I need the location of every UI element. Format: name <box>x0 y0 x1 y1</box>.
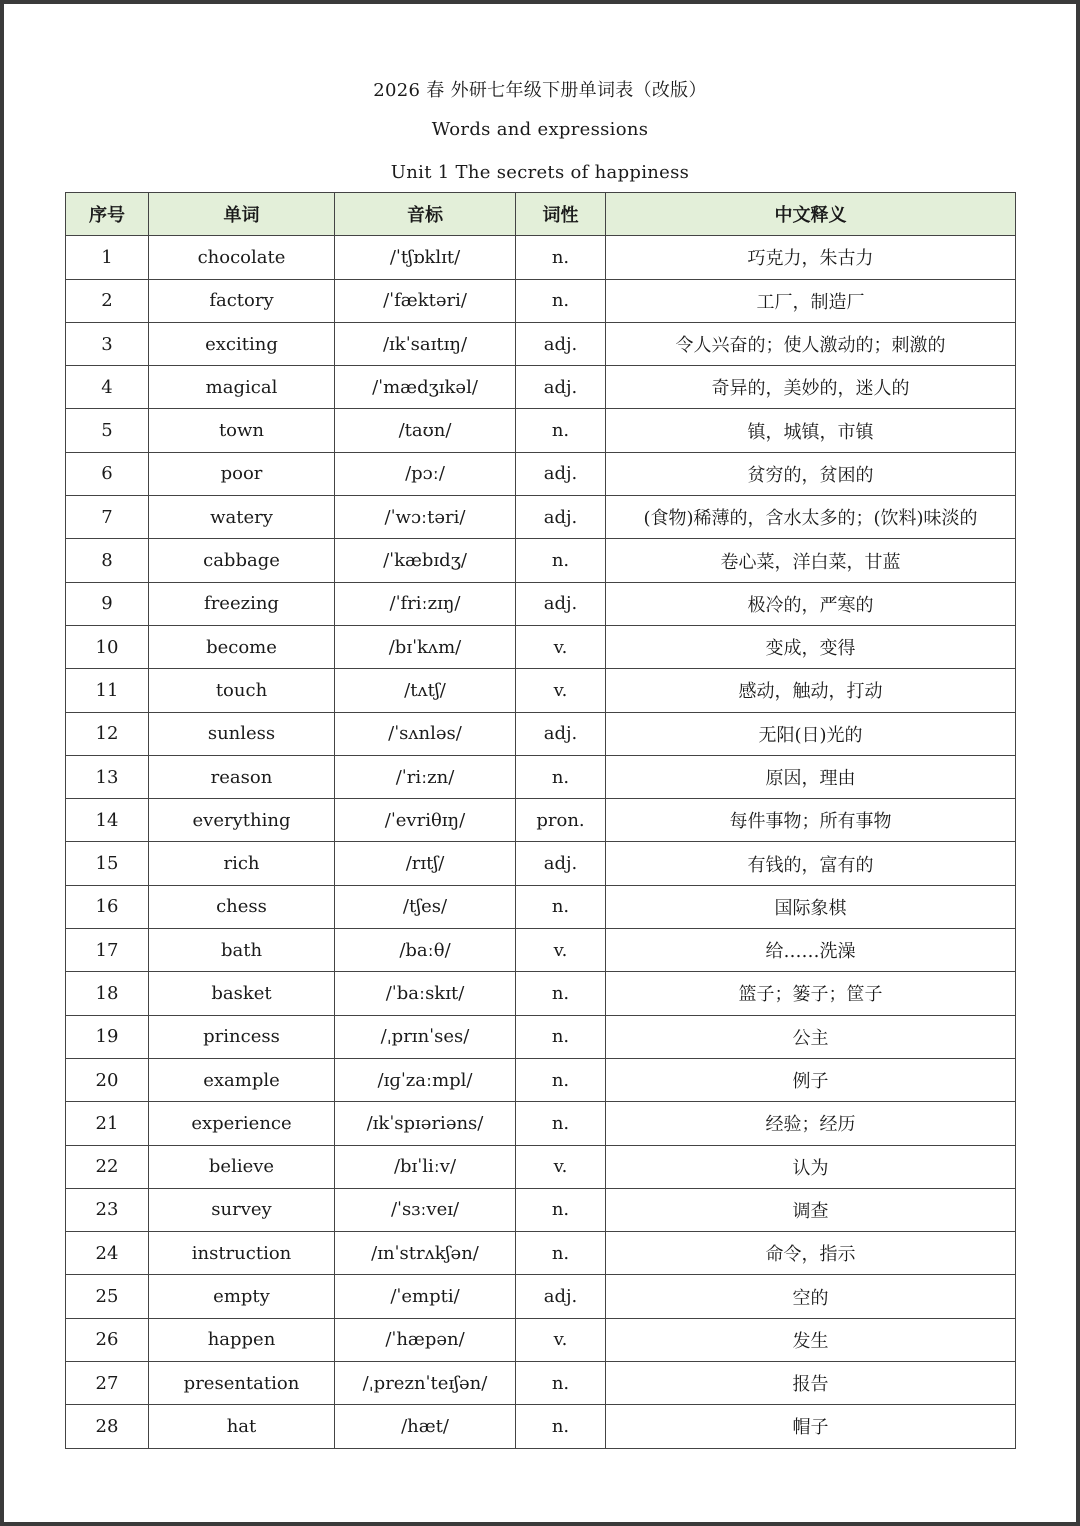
table-row <box>66 582 1016 625</box>
table-row <box>66 1058 1016 1101</box>
row-word: instruction <box>149 1232 335 1275</box>
row-chinese-meaning: 例子 <box>606 1058 1016 1101</box>
row-phonetic: /ɪkˈspɪəriəns/ <box>335 1102 516 1145</box>
row-word: rich <box>149 842 335 885</box>
row-phonetic: /ˈhæpən/ <box>335 1318 516 1361</box>
row-chinese-meaning: 经验；经历 <box>606 1102 1016 1145</box>
row-chinese-meaning: 调查 <box>606 1188 1016 1231</box>
row-chinese-meaning: 认为 <box>606 1145 1016 1188</box>
row-phonetic: /baːθ/ <box>335 929 516 972</box>
row-number: 9 <box>66 582 149 625</box>
row-word: experience <box>149 1102 335 1145</box>
row-number: 25 <box>66 1275 149 1318</box>
row-part-of-speech: adj. <box>516 712 606 755</box>
row-phonetic: /ˈkæbɪdʒ/ <box>335 539 516 582</box>
row-phonetic: /ˈmædʒɪkəl/ <box>335 366 516 409</box>
row-part-of-speech: n. <box>516 972 606 1015</box>
row-number: 3 <box>66 322 149 365</box>
table-row <box>66 1232 1016 1275</box>
row-word: watery <box>149 496 335 539</box>
row-part-of-speech: adj. <box>516 1275 606 1318</box>
document-page <box>4 4 1076 1522</box>
row-phonetic: /ˈbaːskɪt/ <box>335 972 516 1015</box>
table-row <box>66 625 1016 668</box>
row-chinese-meaning: 发生 <box>606 1318 1016 1361</box>
row-chinese-meaning: 公主 <box>606 1015 1016 1058</box>
row-chinese-meaning: 每件事物；所有事物 <box>606 799 1016 842</box>
row-number: 23 <box>66 1188 149 1231</box>
row-word: become <box>149 625 335 668</box>
document-title: 2026 春 外研七年级下册单词表（改版） <box>373 80 707 101</box>
column-header-word: 单词 <box>149 193 335 236</box>
row-word: princess <box>149 1015 335 1058</box>
row-part-of-speech: v. <box>516 625 606 668</box>
row-chinese-meaning: 感动，触动，打动 <box>606 669 1016 712</box>
row-part-of-speech: adj. <box>516 366 606 409</box>
row-number: 10 <box>66 625 149 668</box>
row-part-of-speech: n. <box>516 279 606 322</box>
row-chinese-meaning: 变成，变得 <box>606 625 1016 668</box>
row-part-of-speech: adj. <box>516 582 606 625</box>
row-number: 20 <box>66 1058 149 1101</box>
row-number: 7 <box>66 496 149 539</box>
row-phonetic: /ˌprɪnˈses/ <box>335 1015 516 1058</box>
row-number: 15 <box>66 842 149 885</box>
row-phonetic: /ɪnˈstrʌkʃən/ <box>335 1232 516 1275</box>
row-part-of-speech: v. <box>516 929 606 972</box>
table-row <box>66 712 1016 755</box>
row-part-of-speech: n. <box>516 755 606 798</box>
row-chinese-meaning: 给……洗澡 <box>606 929 1016 972</box>
row-phonetic: /hæt/ <box>335 1405 516 1448</box>
row-chinese-meaning: (食物)稀薄的，含水太多的；(饮料)味淡的 <box>606 496 1016 539</box>
table-row <box>66 1145 1016 1188</box>
table-row <box>66 236 1016 279</box>
row-phonetic: /ˈtʃɒklɪt/ <box>335 236 516 279</box>
row-chinese-meaning: 有钱的，富有的 <box>606 842 1016 885</box>
row-number: 6 <box>66 452 149 495</box>
column-header-chinese-meaning: 中文释义 <box>606 193 1016 236</box>
table-row <box>66 669 1016 712</box>
row-word: poor <box>149 452 335 495</box>
row-number: 14 <box>66 799 149 842</box>
row-phonetic: /ˈfriːzɪŋ/ <box>335 582 516 625</box>
row-phonetic: /tʃes/ <box>335 885 516 928</box>
row-phonetic: /ˈfæktəri/ <box>335 279 516 322</box>
table-row <box>66 1318 1016 1361</box>
table-row <box>66 496 1016 539</box>
row-part-of-speech: v. <box>516 669 606 712</box>
row-word: example <box>149 1058 335 1101</box>
table-row <box>66 799 1016 842</box>
row-number: 16 <box>66 885 149 928</box>
table-row <box>66 1102 1016 1145</box>
row-part-of-speech: n. <box>516 1058 606 1101</box>
row-chinese-meaning: 篮子；篓子；筐子 <box>606 972 1016 1015</box>
row-number: 4 <box>66 366 149 409</box>
row-chinese-meaning: 空的 <box>606 1275 1016 1318</box>
row-number: 28 <box>66 1405 149 1448</box>
row-chinese-meaning: 令人兴奋的；使人激动的；刺激的 <box>606 322 1016 365</box>
column-header-phonetic: 音标 <box>335 193 516 236</box>
row-phonetic: /bɪˈkʌm/ <box>335 625 516 668</box>
row-word: bath <box>149 929 335 972</box>
row-chinese-meaning: 贫穷的，贫困的 <box>606 452 1016 495</box>
row-phonetic: /ˈsʌnləs/ <box>335 712 516 755</box>
row-phonetic: /taʊn/ <box>335 409 516 452</box>
row-part-of-speech: n. <box>516 1362 606 1405</box>
row-word: hat <box>149 1405 335 1448</box>
table-row <box>66 539 1016 582</box>
row-phonetic: /ˈevriθɪŋ/ <box>335 799 516 842</box>
row-chinese-meaning: 原因，理由 <box>606 755 1016 798</box>
row-chinese-meaning: 工厂，制造厂 <box>606 279 1016 322</box>
row-part-of-speech: n. <box>516 1188 606 1231</box>
row-number: 12 <box>66 712 149 755</box>
table-row <box>66 1405 1016 1448</box>
row-word: freezing <box>149 582 335 625</box>
row-word: presentation <box>149 1362 335 1405</box>
row-phonetic: /bɪˈliːv/ <box>335 1145 516 1188</box>
row-word: believe <box>149 1145 335 1188</box>
row-chinese-meaning: 国际象棋 <box>606 885 1016 928</box>
row-phonetic: /ɪkˈsaɪtɪŋ/ <box>335 322 516 365</box>
table-row <box>66 755 1016 798</box>
row-chinese-meaning: 卷心菜，洋白菜，甘蓝 <box>606 539 1016 582</box>
row-part-of-speech: v. <box>516 1318 606 1361</box>
row-chinese-meaning: 帽子 <box>606 1405 1016 1448</box>
row-word: magical <box>149 366 335 409</box>
row-word: survey <box>149 1188 335 1231</box>
row-number: 8 <box>66 539 149 582</box>
row-number: 22 <box>66 1145 149 1188</box>
table-row <box>66 885 1016 928</box>
row-phonetic: /ˈsɜːveɪ/ <box>335 1188 516 1231</box>
row-part-of-speech: n. <box>516 1405 606 1448</box>
row-number: 2 <box>66 279 149 322</box>
row-phonetic: /tʌtʃ/ <box>335 669 516 712</box>
column-header-part-of-speech: 词性 <box>516 193 606 236</box>
row-word: chess <box>149 885 335 928</box>
row-part-of-speech: adj. <box>516 452 606 495</box>
row-phonetic: /ˌpreznˈteɪʃən/ <box>335 1362 516 1405</box>
row-number: 17 <box>66 929 149 972</box>
table-row <box>66 1362 1016 1405</box>
row-phonetic: /pɔː/ <box>335 452 516 495</box>
row-number: 21 <box>66 1102 149 1145</box>
table-body <box>66 236 1016 1448</box>
row-word: town <box>149 409 335 452</box>
row-part-of-speech: n. <box>516 409 606 452</box>
row-part-of-speech: n. <box>516 885 606 928</box>
row-phonetic: /ˈempti/ <box>335 1275 516 1318</box>
table-row <box>66 929 1016 972</box>
table-header-row <box>66 193 1016 236</box>
row-number: 27 <box>66 1362 149 1405</box>
row-part-of-speech: pron. <box>516 799 606 842</box>
row-phonetic: /ˈriːzn/ <box>335 755 516 798</box>
row-part-of-speech: n. <box>516 1232 606 1275</box>
row-word: reason <box>149 755 335 798</box>
row-number: 24 <box>66 1232 149 1275</box>
row-number: 11 <box>66 669 149 712</box>
row-part-of-speech: adj. <box>516 842 606 885</box>
row-part-of-speech: n. <box>516 1015 606 1058</box>
row-part-of-speech: n. <box>516 1102 606 1145</box>
table-row <box>66 972 1016 1015</box>
row-number: 18 <box>66 972 149 1015</box>
row-phonetic: /rɪtʃ/ <box>335 842 516 885</box>
row-chinese-meaning: 命令，指示 <box>606 1232 1016 1275</box>
row-part-of-speech: v. <box>516 1145 606 1188</box>
row-part-of-speech: n. <box>516 236 606 279</box>
table-row <box>66 1188 1016 1231</box>
row-chinese-meaning: 镇，城镇，市镇 <box>606 409 1016 452</box>
row-part-of-speech: adj. <box>516 496 606 539</box>
row-word: basket <box>149 972 335 1015</box>
row-word: happen <box>149 1318 335 1361</box>
row-word: factory <box>149 279 335 322</box>
table-row <box>66 452 1016 495</box>
table-row <box>66 842 1016 885</box>
row-number: 5 <box>66 409 149 452</box>
row-chinese-meaning: 报告 <box>606 1362 1016 1405</box>
vocabulary-table <box>65 192 1016 1449</box>
row-phonetic: /ɪɡˈzaːmpl/ <box>335 1058 516 1101</box>
table-row <box>66 1275 1016 1318</box>
column-header-number: 序号 <box>66 193 149 236</box>
row-phonetic: /ˈwɔːtəri/ <box>335 496 516 539</box>
row-number: 13 <box>66 755 149 798</box>
row-number: 19 <box>66 1015 149 1058</box>
row-chinese-meaning: 巧克力，朱古力 <box>606 236 1016 279</box>
table-row <box>66 279 1016 322</box>
table-row <box>66 366 1016 409</box>
row-number: 1 <box>66 236 149 279</box>
row-word: touch <box>149 669 335 712</box>
row-chinese-meaning: 无阳(日)光的 <box>606 712 1016 755</box>
table-row <box>66 1015 1016 1058</box>
row-word: exciting <box>149 322 335 365</box>
row-word: everything <box>149 799 335 842</box>
row-chinese-meaning: 极冷的，严寒的 <box>606 582 1016 625</box>
row-chinese-meaning: 奇异的，美妙的，迷人的 <box>606 366 1016 409</box>
table-row <box>66 322 1016 365</box>
row-number: 26 <box>66 1318 149 1361</box>
document-subtitle: Words and expressions <box>431 119 649 140</box>
row-word: sunless <box>149 712 335 755</box>
row-word: empty <box>149 1275 335 1318</box>
table-row <box>66 409 1016 452</box>
row-word: chocolate <box>149 236 335 279</box>
row-part-of-speech: n. <box>516 539 606 582</box>
unit-heading: Unit 1 The secrets of happiness <box>390 162 690 183</box>
row-part-of-speech: adj. <box>516 322 606 365</box>
row-word: cabbage <box>149 539 335 582</box>
